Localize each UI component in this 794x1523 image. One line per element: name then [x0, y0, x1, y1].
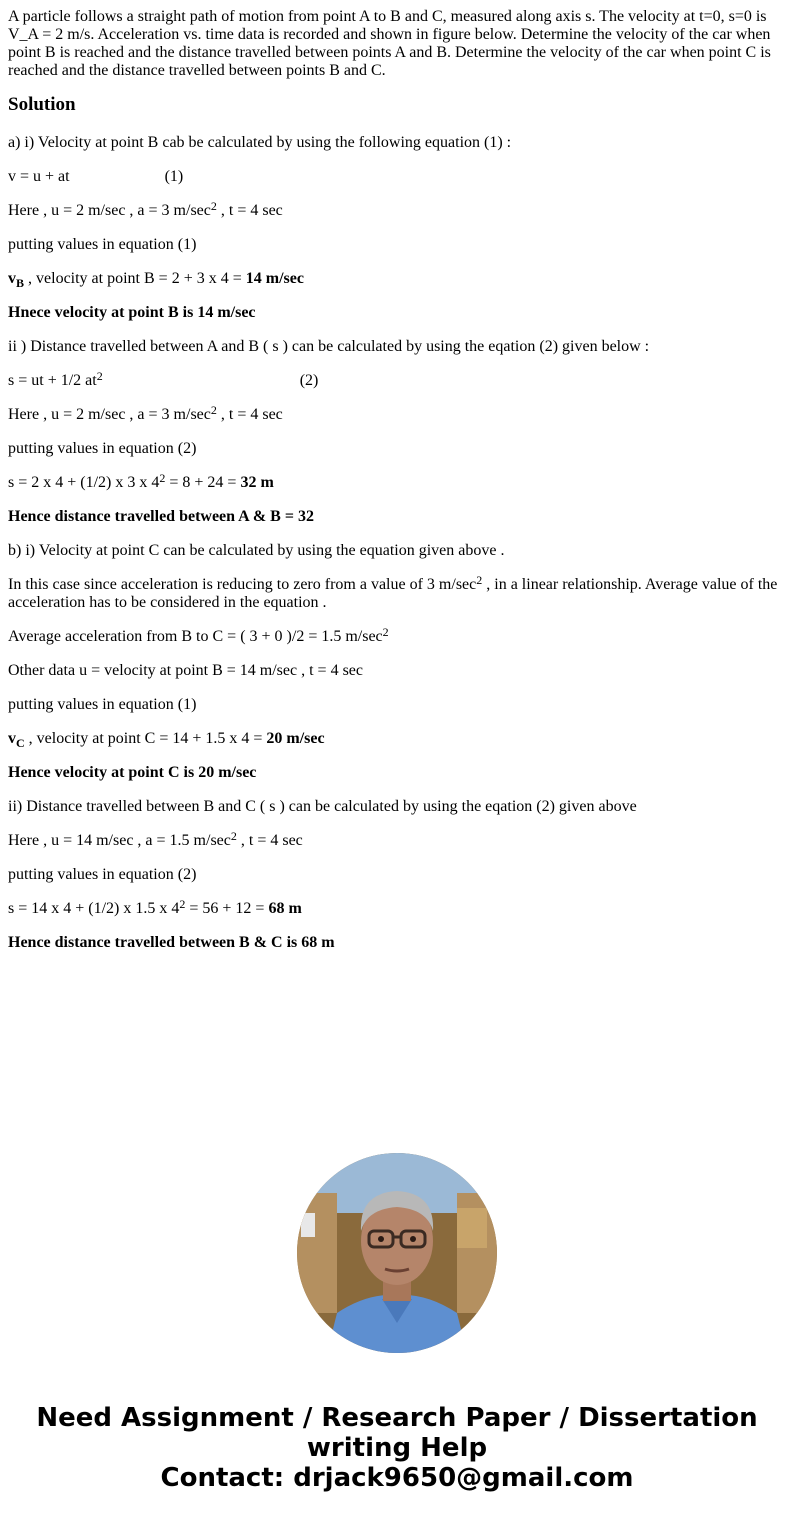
given-values-b-time: , t = 4 sec	[236, 832, 303, 849]
part-a-intro: a) i) Velocity at point B cab be calculated by using the following equation (1) :	[8, 134, 512, 151]
given-values-a	[8, 199, 786, 220]
velocity-c-value: 20 m/sec	[266, 730, 325, 747]
solution-heading: Solution	[8, 94, 76, 115]
equation-1	[8, 168, 786, 186]
question-text: A particle follows a straight path of motion from point A to B and C, measured along axis s. The velocity at t=0, s=0 is V_A = 2 m/s. Acceleration vs. time data is recorded and shown in figure below. Determine the velocity of the car when point B is reached and the distance travelled between points A and B. Determine the velocity of the car when point C is reached and the distance travelled between points B and C.	[8, 8, 771, 79]
equation-2-exponent: 2	[96, 369, 103, 383]
distance-ab-text: s = 2 x 4 + (1/2) x 3 x 4	[8, 474, 160, 491]
distance-ab-sum: = 8 + 24 =	[165, 474, 241, 491]
acceleration-explanation-rest: , in a linear relationship. Average value of the acceleration has to be considered in the equation .	[8, 576, 778, 611]
distance-bc-text: s = 14 x 4 + (1/2) x 1.5 x 4	[8, 900, 180, 917]
footer-contact-line: Contact: drjack9650@gmail.com	[160, 1463, 634, 1493]
velocity-c-text: , velocity at point C = 14 + 1.5 x 4 =	[24, 730, 267, 747]
distance-bc-calc	[8, 897, 786, 918]
equation-1-text: v = u + at	[8, 168, 70, 185]
distance-bc-conclusion: Hence distance travelled between B & C is 68 m	[8, 934, 335, 951]
distance-ab-exponent: 2	[159, 471, 166, 485]
given-values-b	[8, 829, 786, 850]
other-data: Other data u = velocity at point B = 14 m/sec , t = 4 sec	[8, 662, 363, 679]
author-portrait-image	[297, 1153, 497, 1353]
given-values-a2-exponent: 2	[210, 403, 217, 417]
distance-ab-intro: ii ) Distance travelled between A and B ( s ) can be calculated by using the eqation (2) given below :	[8, 338, 650, 355]
footer-line-1: Need Assignment / Research Paper / Dissertation	[36, 1403, 758, 1433]
equation-1-number: (1)	[164, 168, 184, 185]
velocity-b-calc	[8, 270, 786, 288]
distance-bc-sum: = 56 + 12 =	[185, 900, 269, 917]
equation-2	[8, 369, 786, 390]
equation-2-text: s = ut + 1/2 at	[8, 372, 97, 389]
given-values-a2-text: Here , u = 2 m/sec , a = 3 m/sec	[8, 406, 211, 423]
distance-ab-conclusion: Hence distance travelled between A & B = 32	[8, 508, 314, 525]
solution-document	[8, 8, 786, 968]
given-values-a-exponent: 2	[210, 199, 217, 213]
velocity-b-text: , velocity at point B = 2 + 3 x 4 =	[24, 270, 246, 287]
velocity-b-subscript: B	[16, 276, 25, 290]
acceleration-explanation-text: In this case since acceleration is reducing to zero from a value of 3 m/sec	[8, 576, 477, 593]
velocity-b-conclusion: Hnece velocity at point B is 14 m/sec	[8, 304, 256, 321]
putting-values-eq2-a: putting values in equation (2)	[8, 440, 197, 457]
average-acceleration	[8, 625, 786, 646]
distance-ab-value: 32 m	[240, 474, 274, 491]
average-acceleration-exponent: 2	[382, 625, 389, 639]
equation-2-number: (2)	[299, 372, 319, 389]
putting-values-eq1-b: putting values in equation (1)	[8, 696, 197, 713]
given-values-b-exponent: 2	[230, 829, 237, 843]
velocity-b-symbol: $v_B$	[8, 270, 25, 290]
putting-values-eq2-b: putting values in equation (2)	[8, 866, 197, 883]
average-acceleration-text: Average acceleration from B to C = ( 3 + 0 )/2 = 1.5 m/sec	[8, 628, 383, 645]
part-b-intro: b) i) Velocity at point C can be calculated by using the equation given above .	[8, 542, 505, 559]
given-values-a2-time: , t = 4 sec	[216, 406, 283, 423]
given-values-b-text: Here , u = 14 m/sec , a = 1.5 m/sec	[8, 832, 231, 849]
distance-bc-value: 68 m	[268, 900, 302, 917]
distance-bc-exponent: 2	[179, 897, 186, 911]
given-values-a-time: , t = 4 sec	[216, 202, 283, 219]
given-values-a2	[8, 403, 786, 424]
velocity-c-calc	[8, 730, 786, 748]
contact-footer	[0, 1403, 794, 1493]
velocity-c-symbol: $v_C$	[8, 730, 25, 750]
velocity-b-value: 14 m/sec	[245, 270, 304, 287]
acceleration-explanation-exponent: 2	[476, 573, 483, 587]
distance-bc-intro: ii) Distance travelled between B and C ( s ) can be calculated by using the eqation (2) given above	[8, 798, 637, 815]
putting-values-eq1-a: putting values in equation (1)	[8, 236, 197, 253]
distance-ab-calc	[8, 471, 786, 492]
footer-line-2: writing Help	[306, 1433, 488, 1463]
velocity-c-subscript: C	[16, 736, 25, 750]
acceleration-explanation	[8, 573, 786, 612]
given-values-a-text: Here , u = 2 m/sec , a = 3 m/sec	[8, 202, 211, 219]
velocity-c-conclusion: Hence velocity at point C is 20 m/sec	[8, 764, 257, 781]
author-photo	[297, 1153, 497, 1353]
